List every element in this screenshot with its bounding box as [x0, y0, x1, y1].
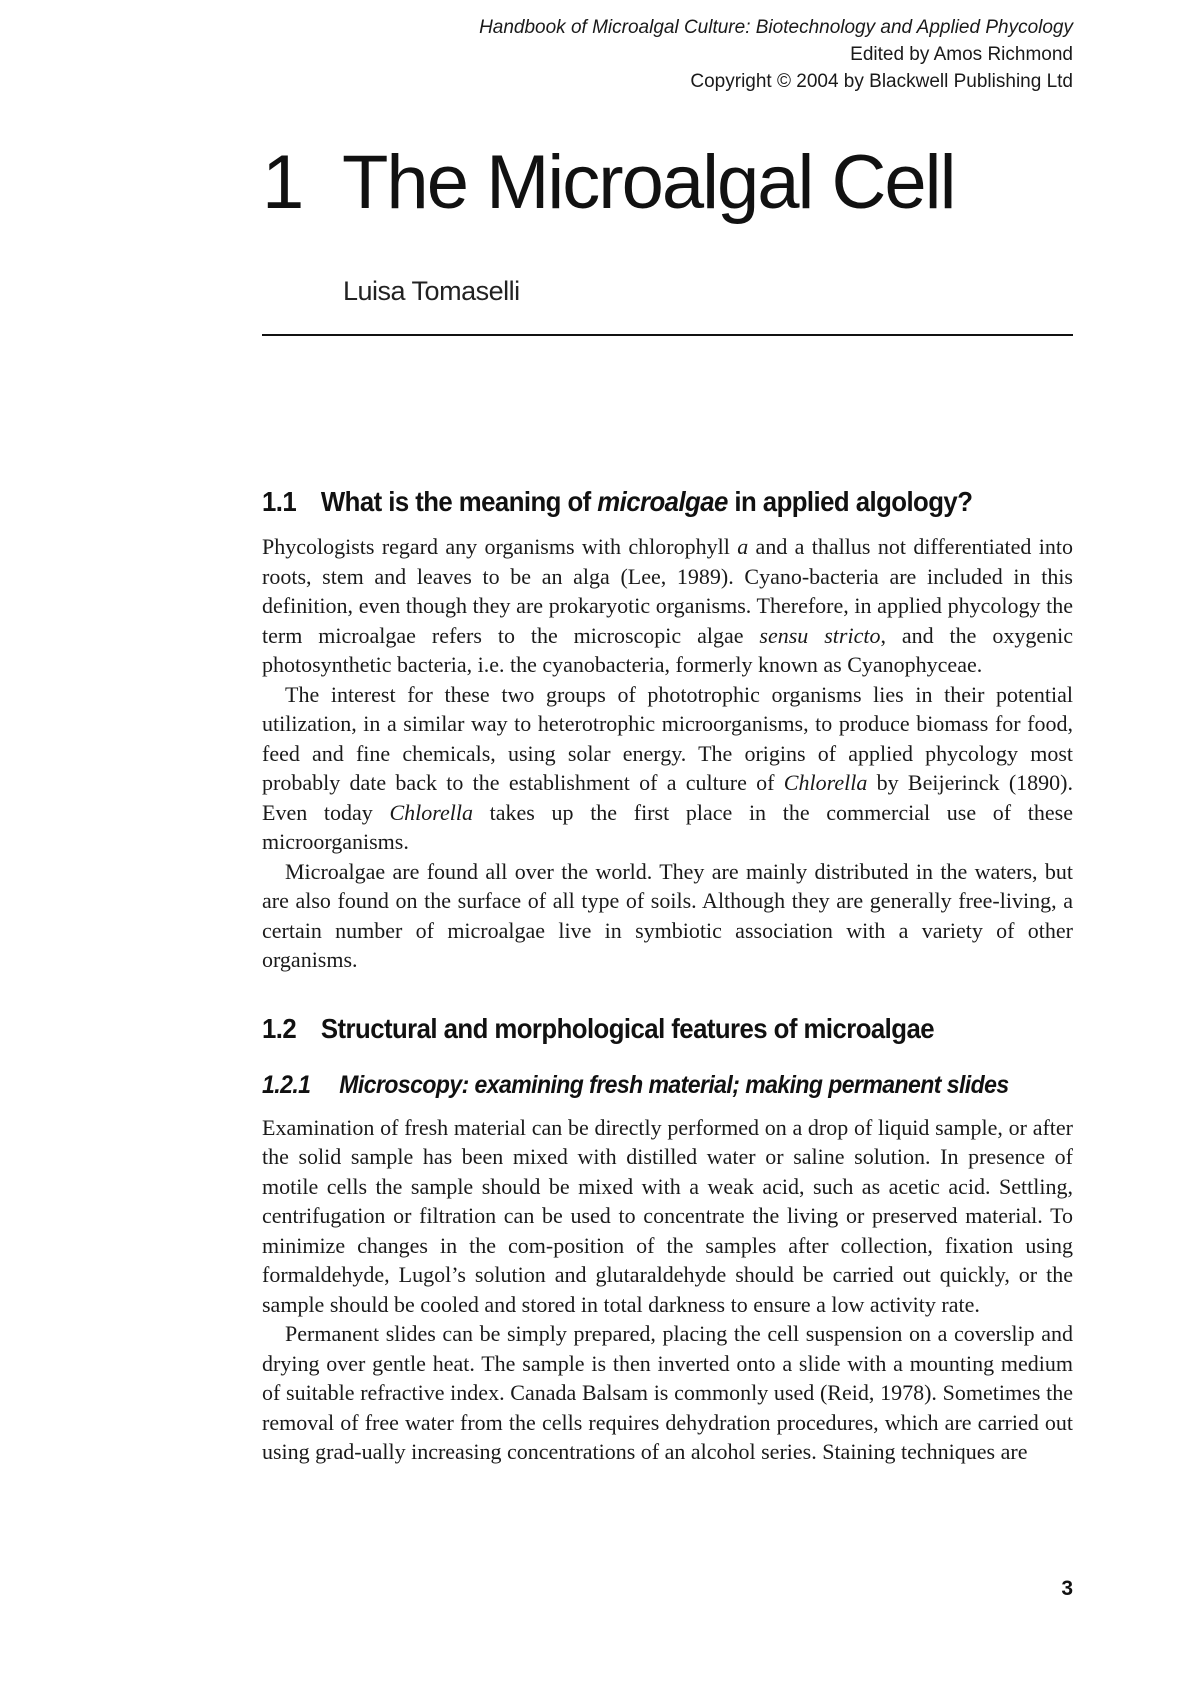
- subsection-heading-1-2-1: [262, 1063, 1008, 1107]
- book-title: Handbook of Microalgal Culture: Biotechnology and Applied Phycology: [479, 17, 1073, 38]
- section-number: 1.1: [262, 486, 297, 517]
- page-number: 3: [1061, 1577, 1073, 1600]
- section-number: 1.2: [262, 1012, 297, 1044]
- subsection-title: Microscopy: examining fresh material; making permanent slides: [339, 1070, 1009, 1099]
- section-title-italic: microalgae: [597, 486, 728, 517]
- paragraph: Microalgae are found all over the world. They are mainly distributed in the waters, but are also found on the surface of all type of soils. Although they are generally free-living, a certain number of microalgae live in symbiotic association with a variety of other organisms.: [262, 858, 1073, 972]
- section-heading-1-1: [262, 478, 1008, 526]
- text-run: takes up the first place in the commercial use of these microorganisms.: [262, 799, 1073, 854]
- copyright-line: Copyright © 2004 by Blackwell Publishing Ltd: [690, 71, 1073, 92]
- italic-run: Chlorella: [389, 799, 473, 825]
- heading-rule: [262, 334, 1073, 336]
- text-run: , and the oxygenic photosynthetic bacteria, i.e. the cyanobacteria, formerly known as Cyanophyceae.: [262, 622, 1073, 677]
- italic-run: sensu stricto: [759, 622, 881, 648]
- section-title-part: What is the meaning of: [320, 486, 598, 517]
- italic-run: a: [737, 534, 749, 559]
- subsection-number: 1.2.1: [262, 1070, 311, 1099]
- chapter-body: [262, 478, 1073, 1467]
- section-title-part: in applied algology?: [727, 486, 973, 517]
- section-title: Structural and morphological features of microalgae: [320, 1012, 935, 1044]
- running-header: [479, 14, 1073, 95]
- text-run: Phycologists regard any organisms with chlorophyll: [262, 534, 738, 559]
- paragraph: [262, 532, 1073, 680]
- chapter-title: The Microalgal Cell: [342, 140, 955, 225]
- paragraph: Examination of fresh material can be directly performed on a drop of liquid sample, or after the solid sample has been mixed with distilled water or saline solution. In presence of motile cells the sample should be mixed with a weak acid, such as acetic acid. Settling, centrifugation or filtration can be used to concentrate the living or preserved material. To minimize changes in the com-position of the samples after collection, fixation using formaldehyde, Lugol’s solution and glutaraldehyde should be carried out quickly, or the sample should be cooled and stored in total darkness to ensure a low activity rate.: [262, 1114, 1073, 1317]
- text-run: and a thallus not differentiated into roots, stem and leaves to be an alga (Lee, 1989). Cyano-bacteria are included in this definition, even though they are prokaryotic organisms. Therefore, in applied phycology the term microalgae refers to the microscopic algae: [262, 534, 1073, 648]
- section-heading-1-2: [262, 1005, 1008, 1053]
- editor-line: Edited by Amos Richmond: [850, 44, 1073, 65]
- chapter-author: Luisa Tomaselli: [343, 276, 520, 306]
- text-run: by Beijerinck (1890). Even today: [262, 770, 1073, 825]
- chapter-heading: [262, 138, 954, 228]
- italic-run: Chlorella: [783, 770, 868, 795]
- text-run: The interest for these two groups of phototrophic organisms lies in their potential utilization, in a similar way to heterotrophic microorganisms, to produce biomass for food, feed and fine chemicals, using solar energy. The origins of applied phycology most probably date back to the establishment of a culture of: [262, 681, 1073, 795]
- paragraph: Permanent slides can be simply prepared, placing the cell suspension on a coverslip and drying over gentle heat. The sample is then inverted onto a slide with a mounting medium of suitable refractive index. Canada Balsam is commonly used (Reid, 1978). Sometimes the removal of free water from the cells requires dehydration procedures, which are carried out using grad-ually increasing concentrations of an alcohol series. Staining techniques are: [262, 1321, 1073, 1464]
- chapter-number: 1: [262, 140, 303, 225]
- paragraph: [262, 680, 1073, 857]
